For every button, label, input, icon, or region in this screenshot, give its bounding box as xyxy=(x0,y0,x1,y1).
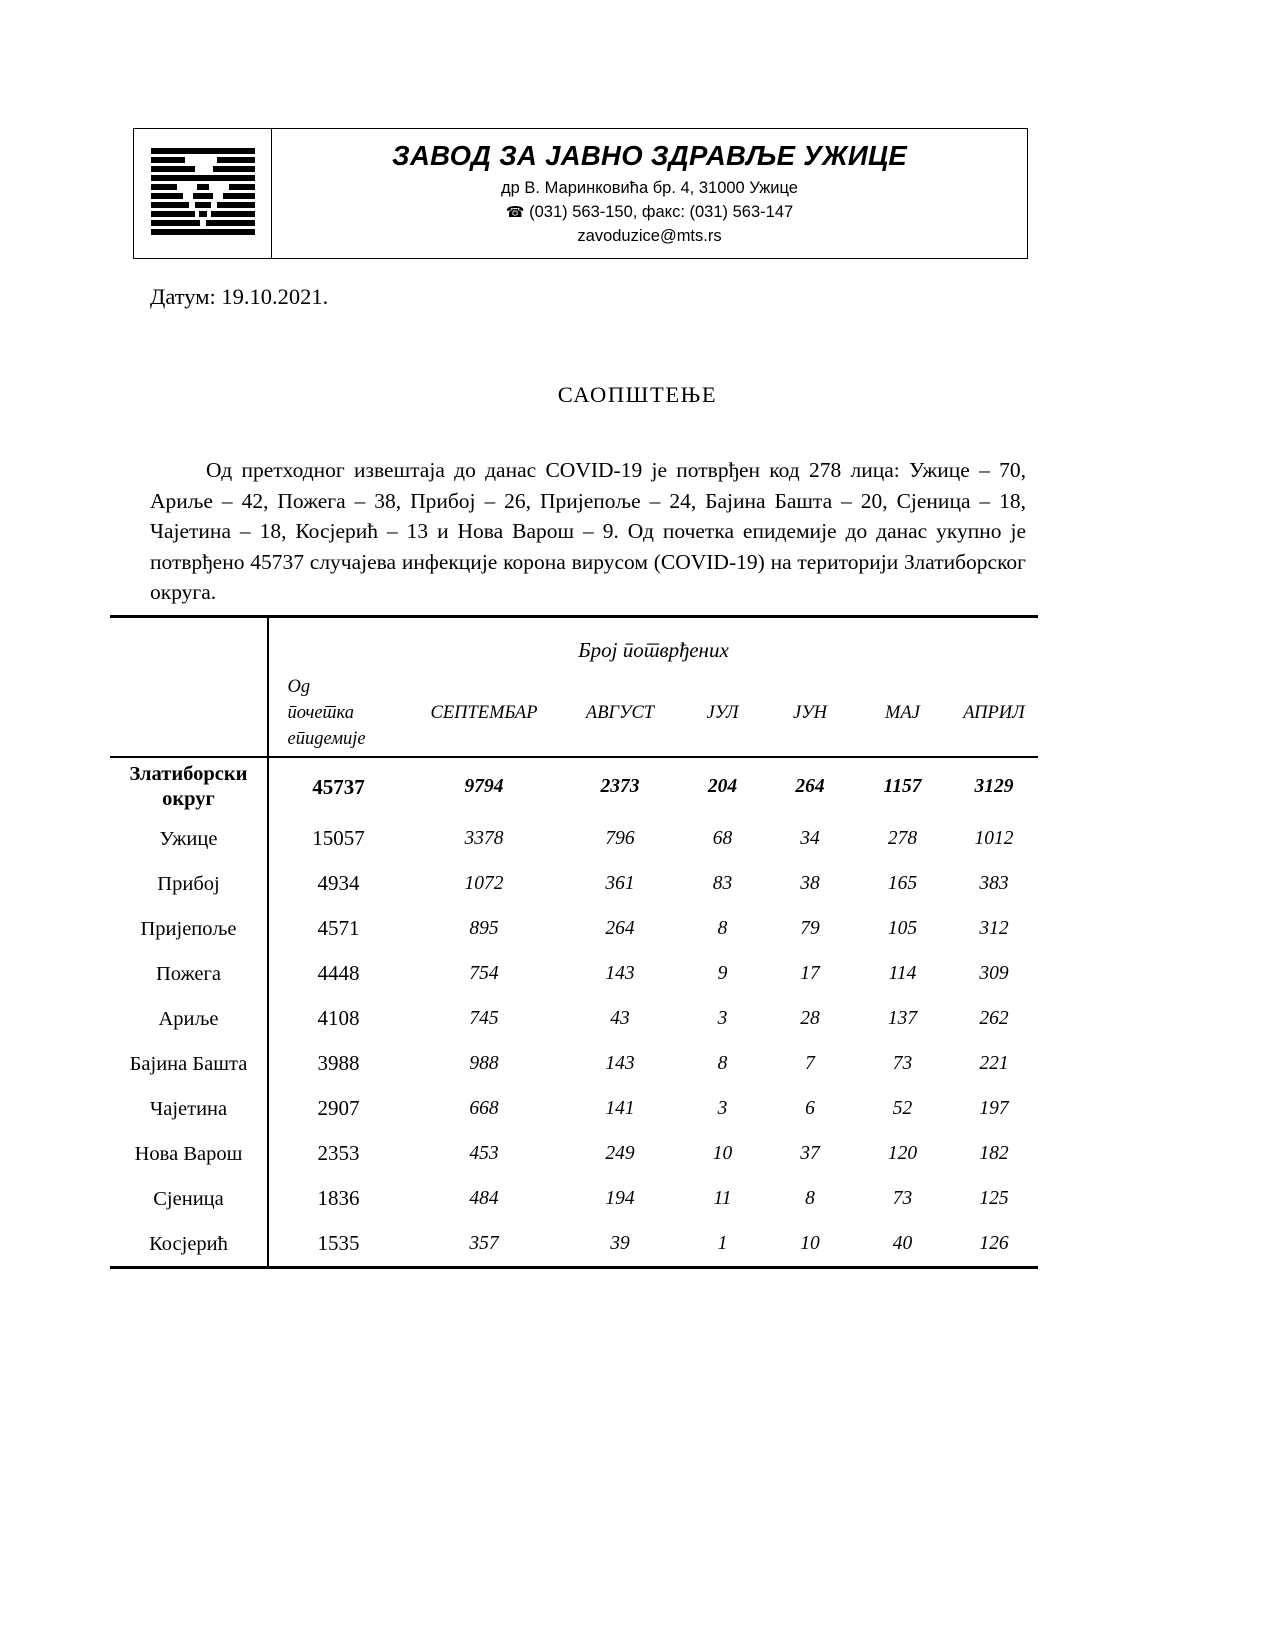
cell-avgust: 143 xyxy=(605,962,635,984)
cell-jun: 7 xyxy=(805,1052,815,1074)
cell-avgust: 194 xyxy=(605,1187,635,1209)
cell-jun: 28 xyxy=(800,1007,820,1029)
cell-total: 2353 xyxy=(317,1141,360,1165)
cell-avgust: 141 xyxy=(605,1097,635,1119)
row-label: Сјеница xyxy=(110,1176,268,1221)
organization-address: др В. Маринковића бр. 4, 31000 Ужице xyxy=(501,178,798,197)
row-label: Чајетина xyxy=(110,1086,268,1131)
cell-septembar: 1072 xyxy=(464,872,504,894)
row-label: Ариље xyxy=(110,996,268,1041)
cell-total: 2907 xyxy=(317,1096,360,1120)
cell-septembar: 453 xyxy=(469,1142,499,1164)
cell-jul: 83 xyxy=(712,872,733,894)
cell-septembar: 357 xyxy=(469,1232,499,1254)
cell-jun: 17 xyxy=(800,962,820,984)
table-group-header-row xyxy=(110,618,1038,674)
cell-april: 312 xyxy=(979,917,1009,939)
column-header-total-line2: почетка xyxy=(287,703,354,723)
institute-emblem-icon xyxy=(151,148,255,240)
organization-phone-line xyxy=(506,201,793,225)
cell-total: 15057 xyxy=(312,826,365,850)
organization-name: ЗАВОД ЗА ЈАВНО ЗДРАВЉЕ УЖИЦЕ xyxy=(392,140,907,172)
cell-maj: 40 xyxy=(892,1232,913,1254)
cell-jun: 34 xyxy=(800,827,820,849)
table-row xyxy=(110,906,1038,951)
cell-total: 1535 xyxy=(317,1231,360,1255)
cell-jun: 8 xyxy=(805,1187,815,1209)
row-label: Косјерић xyxy=(110,1221,268,1268)
cell-maj: 73 xyxy=(892,1187,913,1209)
statistics-table-container xyxy=(110,615,1038,1269)
table-row xyxy=(110,1176,1038,1221)
cell-maj: 137 xyxy=(887,1007,918,1029)
cell-avgust: 2373 xyxy=(600,776,640,797)
column-header-septembar: СЕПТЕМБАР xyxy=(430,703,538,723)
cell-avgust: 43 xyxy=(610,1007,630,1029)
cell-april: 221 xyxy=(979,1052,1009,1074)
corner-header-cell xyxy=(110,618,268,674)
letterhead-text xyxy=(272,129,1027,258)
cell-septembar: 988 xyxy=(469,1052,499,1074)
organization-phone: (031) 563-150, факс: (031) 563-147 xyxy=(529,202,794,221)
column-header-total-line3: епидемије xyxy=(287,729,366,749)
cell-avgust: 796 xyxy=(605,827,635,849)
organization-email: zavoduzice@mts.rs xyxy=(577,226,722,245)
cell-maj: 105 xyxy=(887,917,918,939)
cell-total: 4108 xyxy=(317,1006,360,1030)
cell-maj: 114 xyxy=(888,962,917,984)
cell-jul: 9 xyxy=(717,962,728,984)
body-paragraph: Од претходног извештаја до данас COVID-19 је потврђен код 278 лица: Ужице – 70, Ариље – 42, Пожега – 38, Прибој – 26, Пријепоље – 24, Бајина Башта – 20, Сјеница – 18, Чајетина – 18, Косјерић – 13 и Нова Варош – 9. Од почетка епидемије до данас укупно је потврђено 45737 случајева инфекције корона вирусом (COVID-19) на територији Златиборског округа. xyxy=(150,458,1026,604)
table-row xyxy=(110,1086,1038,1131)
row-label: Пожега xyxy=(110,951,268,996)
cell-total: 4448 xyxy=(317,961,360,985)
column-header-april: АПРИЛ xyxy=(963,703,1025,723)
table-row xyxy=(110,1131,1038,1176)
cell-septembar: 754 xyxy=(469,962,499,984)
cell-jun: 79 xyxy=(800,917,820,939)
column-header-maj: МАЈ xyxy=(885,703,920,723)
cell-septembar: 9794 xyxy=(464,776,504,797)
cell-total: 4934 xyxy=(317,871,360,895)
cell-septembar: 3378 xyxy=(464,827,504,849)
row-label-line1: Златиборски xyxy=(129,763,248,785)
cell-april: 1012 xyxy=(974,827,1014,849)
cell-avgust: 39 xyxy=(610,1232,630,1254)
cell-april: 182 xyxy=(979,1142,1009,1164)
cell-maj: 278 xyxy=(887,827,918,849)
cell-total: 45737 xyxy=(312,774,365,799)
cell-maj: 120 xyxy=(887,1142,918,1164)
cell-maj: 73 xyxy=(892,1052,913,1074)
cell-septembar: 668 xyxy=(469,1097,499,1119)
cell-avgust: 143 xyxy=(605,1052,635,1074)
logo-cell xyxy=(134,129,272,258)
column-header-total xyxy=(268,674,408,757)
row-label: Нова Варош xyxy=(110,1131,268,1176)
cell-jul: 10 xyxy=(712,1142,733,1164)
page-title: САОПШТЕЊЕ xyxy=(557,382,718,407)
cell-total: 3988 xyxy=(317,1051,360,1075)
cell-septembar: 484 xyxy=(469,1187,499,1209)
cell-maj: 52 xyxy=(892,1097,913,1119)
cell-jul: 11 xyxy=(713,1187,732,1209)
corner-header-cell-blank xyxy=(110,674,268,757)
telephone-icon: ☎ xyxy=(505,202,525,221)
table-row xyxy=(110,951,1038,996)
cell-septembar: 895 xyxy=(469,917,499,939)
cell-jul: 1 xyxy=(717,1232,728,1254)
cell-april: 125 xyxy=(979,1187,1009,1209)
row-label-district xyxy=(110,758,268,816)
cell-jul: 8 xyxy=(717,1052,728,1074)
rule-segment xyxy=(268,1268,1038,1270)
cell-total: 4571 xyxy=(317,916,360,940)
cell-jul: 3 xyxy=(717,1097,728,1119)
table-row xyxy=(110,861,1038,906)
cell-total: 1836 xyxy=(317,1186,360,1210)
cell-april: 383 xyxy=(979,872,1009,894)
cell-maj: 1157 xyxy=(883,776,922,797)
cell-maj: 165 xyxy=(887,872,918,894)
statistics-table xyxy=(110,615,1038,1269)
column-header-jun: ЈУН xyxy=(792,703,828,723)
letterhead xyxy=(133,128,1028,259)
cell-jun: 37 xyxy=(800,1142,820,1164)
column-header-total-line1: Од xyxy=(287,677,311,697)
column-header-jul: ЈУЛ xyxy=(706,703,739,723)
cell-april: 197 xyxy=(979,1097,1009,1119)
cell-jul: 204 xyxy=(707,776,738,797)
cell-jun: 264 xyxy=(795,776,825,797)
rule-segment xyxy=(110,1268,268,1270)
table-column-header-row xyxy=(110,674,1038,757)
cell-avgust: 264 xyxy=(605,917,635,939)
table-row xyxy=(110,1041,1038,1086)
table-row xyxy=(110,816,1038,861)
cell-april: 3129 xyxy=(974,776,1014,797)
table-row xyxy=(110,996,1038,1041)
cell-jun: 10 xyxy=(800,1232,820,1254)
cell-april: 262 xyxy=(979,1007,1009,1029)
cell-avgust: 361 xyxy=(605,872,635,894)
cell-jul: 3 xyxy=(717,1007,728,1029)
column-header-avgust: АВГУСТ xyxy=(585,703,655,723)
cell-jul: 8 xyxy=(717,917,728,939)
row-label: Прибој xyxy=(110,861,268,906)
cell-jun: 6 xyxy=(805,1097,815,1119)
row-label: Пријепоље xyxy=(110,906,268,951)
cell-jun: 38 xyxy=(800,872,820,894)
table-bottom-rule xyxy=(110,1268,1038,1270)
cell-jul: 68 xyxy=(712,827,733,849)
cell-avgust: 249 xyxy=(605,1142,635,1164)
table-row xyxy=(110,1221,1038,1268)
cell-april: 126 xyxy=(979,1232,1009,1254)
row-label: Бајина Башта xyxy=(110,1041,268,1086)
row-label: Ужице xyxy=(110,816,268,861)
cell-april: 309 xyxy=(979,962,1009,984)
group-header-label: Број потврђених xyxy=(578,637,729,662)
row-label-line2: округ xyxy=(162,788,215,810)
table-row xyxy=(110,758,1038,816)
document-date: Датум: 19.10.2021. xyxy=(150,284,329,309)
cell-septembar: 745 xyxy=(469,1007,499,1029)
